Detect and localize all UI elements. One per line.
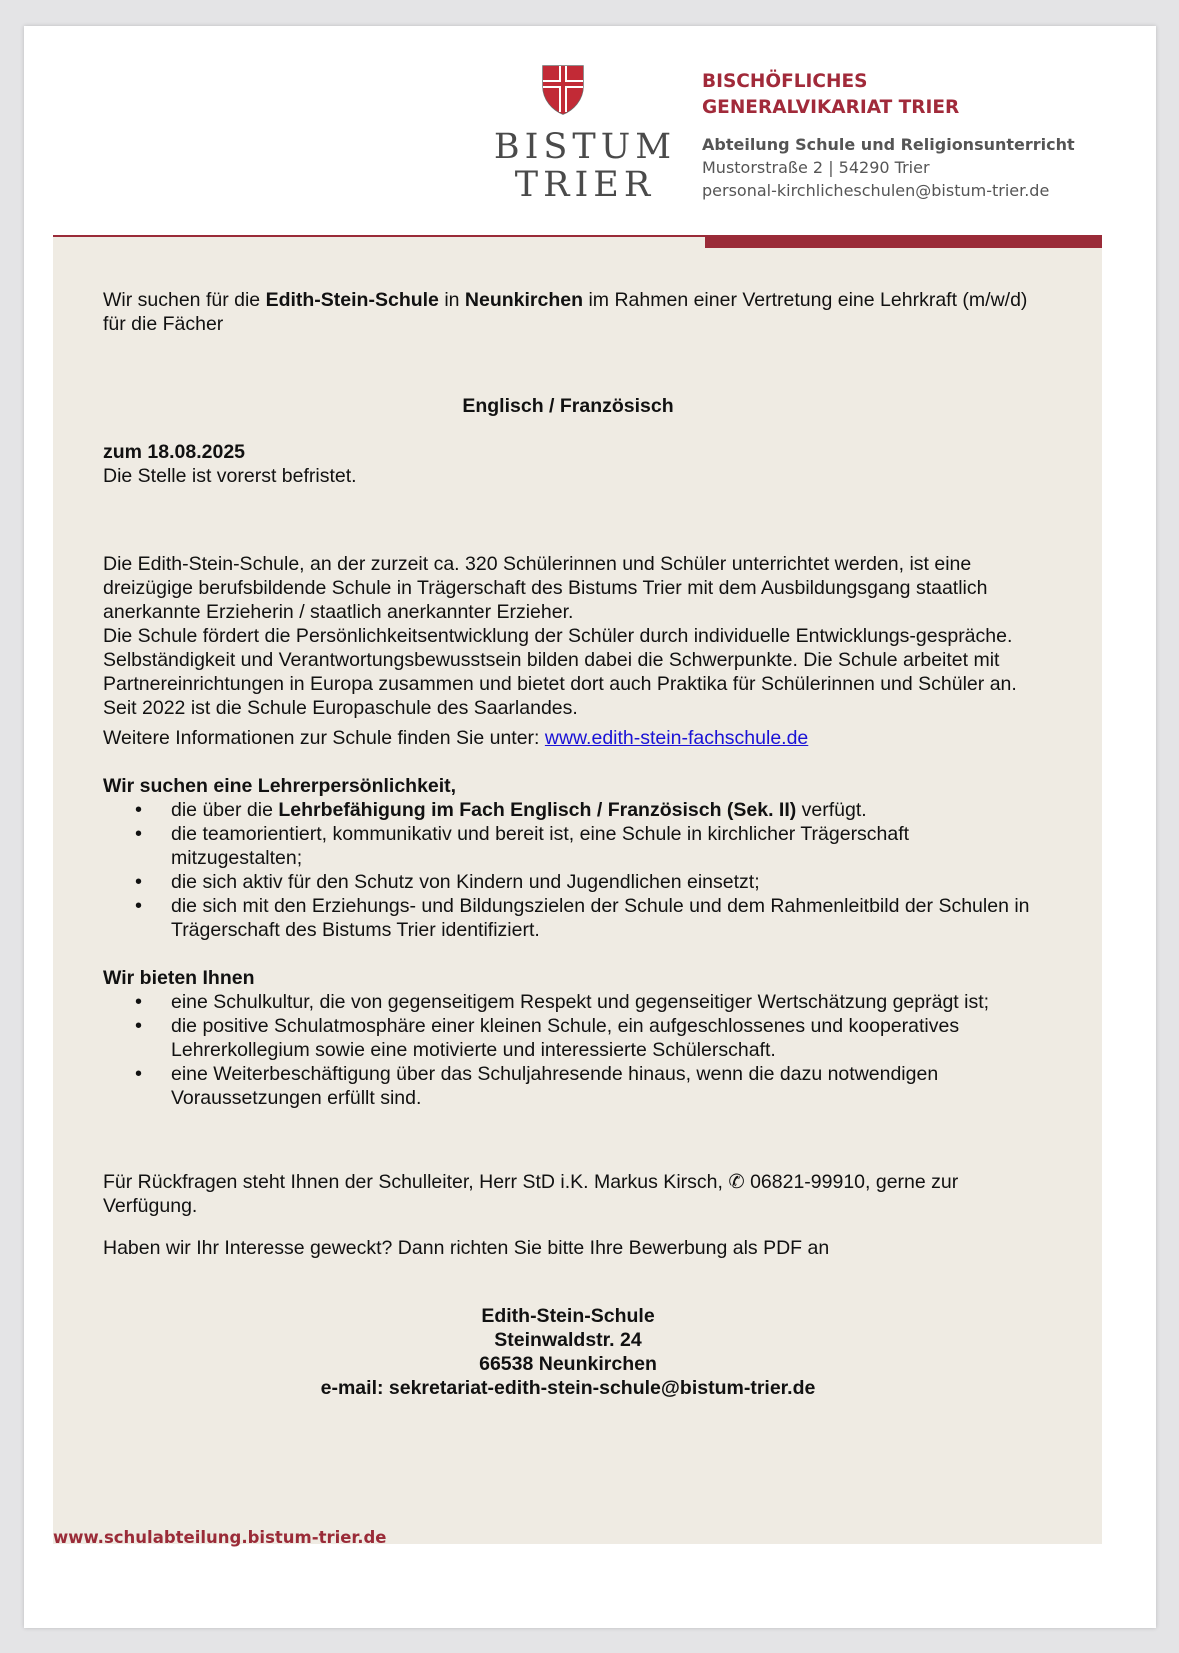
diocese-crest-icon — [540, 64, 586, 116]
list-item: • die über die Lehrbefähigung im Fach Englisch / Französisch (Sek. II) verfügt. — [103, 798, 1033, 822]
subjects-heading: Englisch / Französisch — [462, 395, 674, 417]
header-accent-bar — [705, 235, 1102, 248]
city-name: Neunkirchen — [464, 289, 584, 311]
apply-paragraph: Haben wir Ihr Interesse geweckt? Dann richten Sie bitte Ihre Bewerbung als PDF an — [103, 1237, 830, 1259]
org-name-line2: GENERALVIKARIAT TRIER — [702, 97, 960, 118]
list-item: • eine Weiterbeschäftigung über das Schuljahresende hinaus, wenn die dazu notwendigen Voraussetzungen erfüllt sind. — [103, 1062, 1033, 1110]
address-street: Steinwaldstr. 24 — [494, 1329, 642, 1351]
org-name-line1: BISCHÖFLICHES — [702, 71, 868, 92]
street-address: Mustorstraße 2 | 54290 Trier — [702, 158, 930, 177]
school-focus: Die Schule fördert die Persönlichkeitsentwicklung der Schüler durch individuelle Entwicklungs-gespräche. Selbständigkeit und Verantwortungsbewusstsein bilden dabei die Schwerpunkte. Die Schule arbeitet mit Partnereinrichtungen in Europa zusammen und bietet dort auch Praktika für Schülerinnen und Schüler an. Seit 2022 ist die Schule Europaschule des Saarlandes. — [103, 625, 1017, 719]
footer-website-link[interactable]: www.schulabteilung.bistum-trier.de — [53, 1528, 387, 1547]
more-info: Weitere Informationen zur Schule finden Sie unter: www.edith-stein-fachschule.de — [103, 727, 809, 749]
address-city: 66538 Neunkirchen — [479, 1353, 657, 1375]
address-email[interactable]: e-mail: sekretariat-edith-stein-schule@bistum-trier.de — [320, 1377, 816, 1399]
contact-paragraph: Für Rückfragen steht Ihnen der Schulleiter, Herr StD i.K. Markus Kirsch, ✆ 06821-99910, gerne zur Verfügung. — [103, 1171, 959, 1217]
seek-heading: Wir suchen eine Lehrerpersönlichkeit, — [103, 775, 457, 797]
logo-text-bistum: BISTUM — [493, 127, 677, 167]
offer-list — [103, 990, 1033, 1110]
intro-paragraph: Wir suchen für die Edith-Stein-Schule in Neunkirchen im Rahmen einer Vertretung eine Lehrkraft (m/w/d) für die Fächer — [103, 289, 1028, 335]
start-date: zum 18.08.2025 — [103, 441, 246, 463]
school-description: Die Edith-Stein-Schule, an der zurzeit ca. 320 Schülerinnen und Schüler unterrichtet werden, ist eine dreizügige berufsbildende Schule in Trägerschaft des Bistums Trier mit dem Ausbildungsgang staatlich anerkannte Erzieherin / staatlich anerkannter Erzieher. — [103, 553, 988, 623]
department-name: Abteilung Schule und Religionsunterricht — [702, 135, 1075, 154]
limited-note: Die Stelle ist vorerst befristet. — [103, 465, 357, 487]
header-email[interactable]: personal-kirchlicheschulen@bistum-trier.de — [702, 181, 1050, 200]
school-website-link[interactable]: www.edith-stein-fachschule.de — [544, 727, 809, 749]
address-name: Edith-Stein-Schule — [481, 1305, 655, 1327]
list-item: • die teamorientiert, kommunikativ und bereit ist, eine Schule in kirchlicher Trägerschaft mitzugestalten; — [103, 822, 1033, 870]
logo-text-trier: TRIER — [514, 165, 656, 205]
offer-heading: Wir bieten Ihnen — [103, 967, 255, 989]
job-posting — [103, 288, 1033, 1400]
application-address — [103, 1304, 1033, 1400]
seek-list — [103, 798, 1033, 942]
list-item: • die sich mit den Erziehungs- und Bildungszielen der Schule und dem Rahmenleitbild der Schulen in Trägerschaft des Bistums Trier identifiziert. — [103, 894, 1033, 942]
list-item: • die sich aktiv für den Schutz von Kindern und Jugendlichen einsetzt; — [103, 870, 1033, 894]
list-item: • die positive Schulatmosphäre einer kleinen Schule, ein aufgeschlossenes und kooperatives Lehrerkollegium sowie eine motivierte und interessierte Schülerschaft. — [103, 1014, 1033, 1062]
list-item: • eine Schulkultur, die von gegenseitigem Respekt und gegenseitiger Wertschätzung geprägt ist; — [103, 990, 1033, 1014]
school-name: Edith-Stein-Schule — [265, 289, 439, 311]
